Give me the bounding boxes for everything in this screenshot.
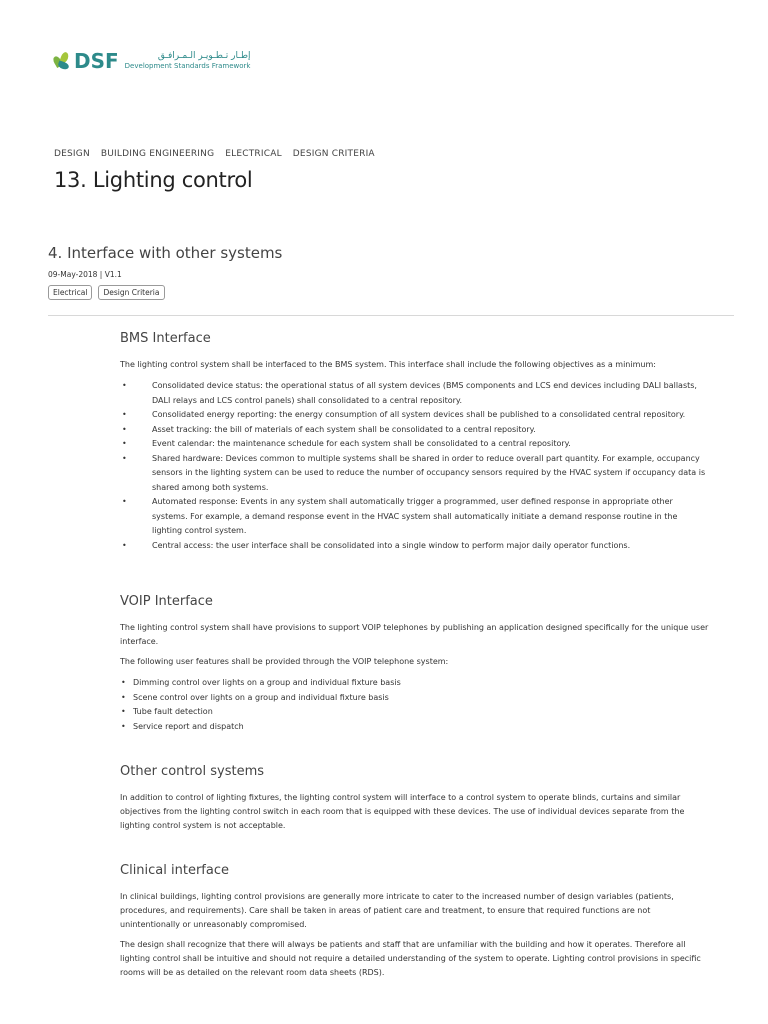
logo-brand: DSF <box>74 49 119 73</box>
voip-paragraph-2: The following user features shall be provided through the VOIP telephone system: <box>120 657 449 666</box>
tag-list <box>48 285 165 300</box>
list-item: • Consolidated energy reporting: the energy consumption of all system devices shall be published to a consolidated central repository. <box>120 408 710 423</box>
list-item: • Shared hardware: Devices common to multiple systems shall be shared in order to reduce overall part quantity. For example, occupancy sensors in the lighting system can be used to reduce the number of occupancy sensors required by the HVAC system if occupancy data is shared among both systems. <box>120 452 710 496</box>
logo-arabic-text: إطـار تـطـويـر الـمـرافـق <box>157 51 251 61</box>
other-paragraph: In addition to control of lighting fixtures, the lighting control system will interface to a control system to operate blinds, curtains and similar objectives from the lighting control switch in each room that is equipped with these devices. The use of individual devices separate from the lighting control system is not acceptable. <box>120 793 685 830</box>
breadcrumb-design[interactable]: DESIGN <box>54 149 90 159</box>
list-item: • Consolidated device status: the operational status of all system devices (BMS components and LCS end devices including DALI ballasts, DALI relays and LCS control panels) shall consolidated to a central repository. <box>120 379 710 408</box>
list-item: • Scene control over lights on a group and individual fixture basis <box>120 691 710 706</box>
clinical-paragraph-1: In clinical buildings, lighting control provisions are generally more intricate to cater to the increased number of design variables (patients, procedures, and requirements). Care shall be taken in areas of patient care and treatment, to ensure that required functions are not unintentionally or unreasonably compromised. <box>120 892 674 929</box>
bms-heading: BMS Interface <box>120 331 211 346</box>
breadcrumb <box>54 149 375 159</box>
list-item: • Central access: the user interface shall be consolidated into a single window to perform major daily operator functions. <box>120 539 710 554</box>
list-item: • Service report and dispatch <box>120 720 710 735</box>
list-item: • Event calendar: the maintenance schedule for each system shall be consolidated to a central repository. <box>120 437 710 452</box>
bms-intro: The lighting control system shall be interfaced to the BMS system. This interface shall include the following objectives as a minimum: <box>120 360 656 369</box>
page-title: 13. Lighting control <box>54 168 253 192</box>
clinical-heading: Clinical interface <box>120 863 229 878</box>
breadcrumb-electrical[interactable]: ELECTRICAL <box>225 149 282 159</box>
tag-design-criteria[interactable]: Design Criteria <box>98 285 164 300</box>
list-item: • Asset tracking: the bill of materials of each system shall be consolidated to a central repository. <box>120 423 710 438</box>
other-heading: Other control systems <box>120 764 265 779</box>
breadcrumb-building-engineering[interactable]: BUILDING ENGINEERING <box>100 149 215 159</box>
list-item: • Tube fault detection <box>120 705 710 720</box>
voip-list <box>120 676 710 734</box>
section-meta: 09-May-2018 | V1.1 <box>48 270 122 279</box>
breadcrumb-design-criteria[interactable]: DESIGN CRITERIA <box>292 149 375 159</box>
divider <box>48 315 734 316</box>
clinical-paragraph-2: The design shall recognize that there will always be patients and staff that are unfamiliar with the building and how it operates. Therefore all lighting control shall be intuitive and should not require a detailed understanding of the system to operate. Lighting control provisions in specific rooms will be as detailed on the relevant room data sheets (RDS). <box>120 940 701 977</box>
voip-heading: VOIP Interface <box>120 594 213 609</box>
tag-electrical[interactable]: Electrical <box>48 285 92 300</box>
bms-list <box>120 379 710 553</box>
list-item: • Automated response: Events in any system shall automatically trigger a programmed, user defined response in appropriate other systems. For example, a demand response event in the HVAC system shall automatically initiate a demand response routine in the lighting control system. <box>120 495 710 539</box>
logo-english-text: Development Standards Framework <box>124 62 251 70</box>
dsf-logo[interactable] <box>54 51 251 71</box>
voip-paragraph-1: The lighting control system shall have provisions to support VOIP telephones by publishing an application designed specifically for the unique user interface. <box>120 623 709 646</box>
list-item: • Dimming control over lights on a group and individual fixture basis <box>120 676 710 691</box>
section-title: 4. Interface with other systems <box>48 244 283 262</box>
dsf-leaf-icon <box>54 52 70 70</box>
